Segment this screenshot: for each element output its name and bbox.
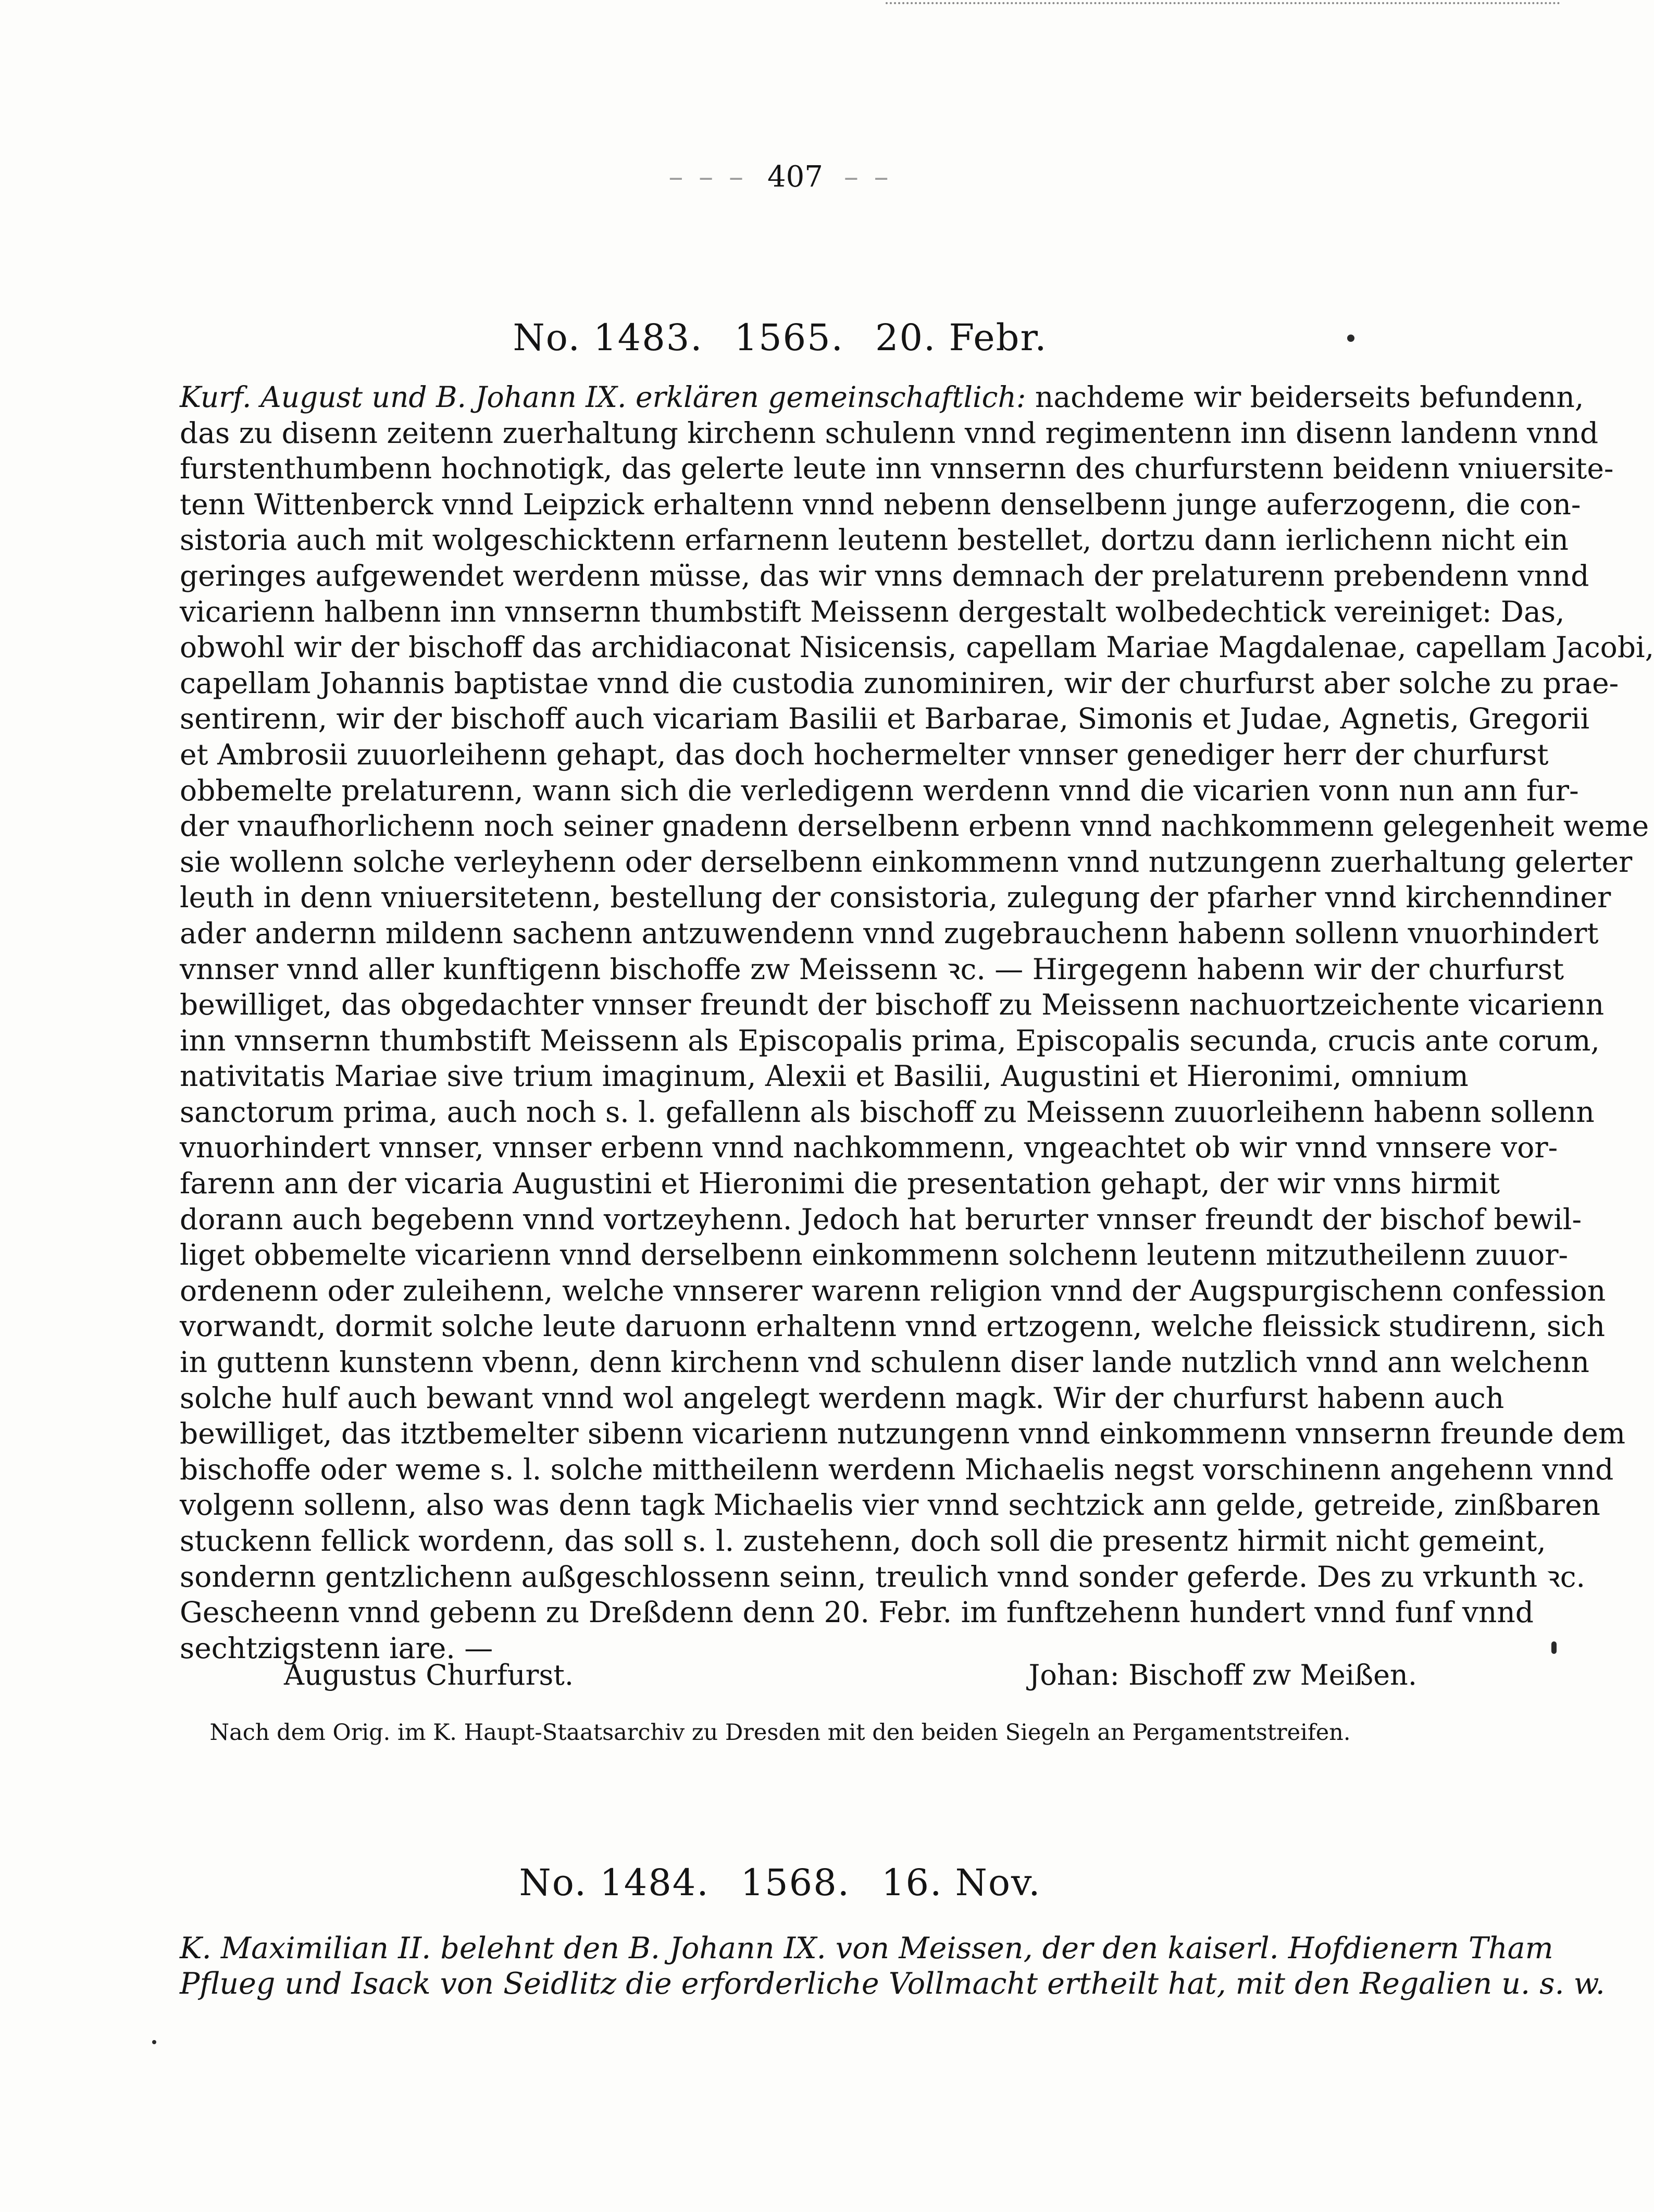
text-line: vorwandt, dormit solche leute daruonn erhaltenn vnnd ertzogenn, welche fleissick studirenn, sich [180,1309,1606,1343]
text-line: ader andernn mildenn sachenn antzuwendenn vnnd zugebrauchenn habenn sollenn vnuorhindert [180,916,1599,950]
text-line: stuckenn fellick wordenn, das soll s. l. zustehenn, doch soll die presentz hirmit nicht gemeint, [180,1524,1546,1558]
page-number-dash-right: – – [843,160,892,194]
text-line: K. Maximilian II. belehnt den B. Johann IX. von Meissen, der den kaiserl. Hofdienern Tham [180,1931,1553,1966]
doc-1484-date: 16. Nov. [881,1861,1041,1904]
signature-bischoff: Johan: Bischoff zw Meißen. [1028,1659,1417,1691]
text-line: et Ambrosii zuuorleihenn gehapt, das doch hochermelter vnnser genediger herr der churfurst [180,737,1549,771]
doc-1484-heading [0,1858,1560,1908]
text-line: bewilliget, das itztbemelter sibenn vicarienn nutzungenn vnnd einkommenn vnnsernn freunde dem [180,1417,1626,1451]
doc-1483-number: No. 1483. [513,316,703,359]
text-line: furstenthumbenn hochnotigk, das gelerte leute inn vnnsernn des churfurstenn beidenn vniuersite- [180,452,1614,486]
text-line: sie wollenn solche verleyhenn oder derselbenn einkommenn vnnd nutzungenn zuerhaltung gelerter [180,845,1633,879]
doc-1483-year: 1565. [734,316,844,359]
text-line: inn vnnsernn thumbstift Meissenn als Episcopalis prima, Episcopalis secunda, crucis ante corum, [180,1023,1600,1057]
text-line: sentirenn, wir der bischoff auch vicariam Basilii et Barbarae, Simonis et Judae, Agnetis, Gregorii [180,702,1590,736]
signatures [284,1654,1417,1696]
text-line: sanctorum prima, auch noch s. l. gefallenn als bischoff zu Meissenn zuuorleihenn habenn sollenn [180,1095,1595,1129]
doc-1484-number: No. 1484. [519,1861,710,1904]
text-line: sondernn gentzlichenn außgeschlossenn seinn, treulich vnnd sonder geferde. Des zu vrkunth ꝛc. [180,1560,1586,1593]
doc-1483-heading [0,313,1560,363]
text-line: liget obbemelte vicarienn vnnd derselbenn einkommenn solchenn leutenn mitzutheilenn zuuor- [180,1238,1569,1272]
text-line: ordenenn oder zuleihenn, welche vnnserer warenn religion vnnd der Augspurgischenn confession [180,1274,1606,1307]
text-line: obwohl wir der bischoff das archidiaconat Nisicensis, capellam Mariae Magdalenae, capellam Jacobi, [180,631,1654,664]
edge-mark [1551,1641,1557,1654]
text-line: leuth in denn vniuersitetenn, bestellung der consistoria, zulegung der pfarher vnnd kirchenndiner [180,881,1611,915]
doc-1483-lead: Kurf. August und B. Johann IX. erklären gemeinschaftlich: [180,380,1026,414]
doc-1483-date: 20. Febr. [875,316,1048,359]
text-line: solche hulf auch bewant vnnd wol angelegt werdenn magk. Wir der churfurst habenn auch [180,1381,1504,1415]
text-line: Pflueg und Isack von Seidlitz die erforderliche Vollmacht ertheilt hat, mit den Regalien u. s. w. [180,1967,1605,2001]
text-line: obbemelte prelaturenn, wann sich die verledigenn werdenn vnnd die vicarien vonn nun ann fur- [180,773,1579,807]
stray-dot-mark [1347,335,1354,342]
doc-1483-text [180,379,1654,1666]
text-line: nativitatis Mariae sive trium imaginum, Alexii et Basilii, Augustini et Hieronimi, omnium [180,1059,1469,1093]
text-line: tenn Wittenberck vnnd Leipzick erhaltenn vnnd nebenn denselbenn junge auferzogenn, die con- [180,487,1581,521]
doc-1484-text [180,1931,1605,2001]
doc-1484-year: 1568. [740,1861,850,1904]
text-line: bewilliget, das obgedachter vnnser freundt der bischoff zu Meissenn nachuortzeichente vicarienn [180,988,1605,1022]
page-number-value: 407 [767,160,823,194]
signature-churfurst: Augustus Churfurst. [284,1659,574,1691]
page-number [0,156,1560,198]
source-note: Nach dem Orig. im K. Haupt-Staatsarchiv zu Dresden mit den beiden Siegeln an Pergamentstreifen. [209,1720,1351,1746]
text-line: bischoffe oder weme s. l. solche mittheilenn werdenn Michaelis negst vorschinenn angehenn vnnd [180,1452,1614,1486]
text-line: in guttenn kunstenn vbenn, denn kirchenn vnd schulenn diser lande nutzlich vnnd ann welchenn [180,1345,1589,1379]
text-line: sechtzigstenn iare. — [180,1631,493,1665]
text-line: das zu disenn zeitenn zuerhaltung kirchenn schulenn vnnd regimentenn inn disenn landenn vnnd [180,416,1599,450]
text-line: geringes aufgewendet werdenn müsse, das wir vnns demnach der prelaturenn prebendenn vnnd [180,559,1589,592]
text-line: farenn ann der vicaria Augustini et Hieronimi die presentation gehapt, der wir vnns hirmit [180,1167,1500,1201]
text-line: capellam Johannis baptistae vnnd die custodia zunominiren, wir der churfurst aber solche zu prae- [180,666,1619,700]
margin-dot-mark [152,2040,156,2044]
text-line: der vnaufhorlichenn noch seiner gnadenn derselbenn erbenn vnnd nachkommenn gelegenheit weme [180,809,1649,843]
page-number-dash-left: – – – [668,160,747,194]
text-line: dorann auch begebenn vnnd vortzeyhenn. Jedoch hat berurter vnnser freundt der bischof bewil- [180,1202,1582,1236]
text-line: vicarienn halbenn inn vnnsernn thumbstift Meissenn dergestalt wolbedechtick vereiniget: Das, [180,595,1565,628]
text-line: vnnser vnnd aller kunftigenn bischoffe zw Meissenn ꝛc. — Hirgegenn habenn wir der churfurst [180,952,1564,986]
top-edge-rule [886,2,1560,4]
text-line: vnuorhindert vnnser, vnnser erbenn vnnd nachkommenn, vngeachtet ob wir vnnd vnnsere vor- [180,1131,1558,1165]
text-line: Kurf. August und B. Johann IX. erklären gemeinschaftlich: nachdeme wir beiderseits befundenn, [180,380,1584,414]
text-line: sistoria auch mit wolgeschicktenn erfarnenn leutenn bestellet, dortzu dann ierlichenn nicht ein [180,523,1569,557]
text-line: volgenn sollenn, also was denn tagk Michaelis vier vnnd sechtzick ann gelde, getreide, zinßbaren [180,1488,1600,1522]
text-line: Gescheenn vnnd gebenn zu Dreßdenn denn 20. Febr. im funftzehenn hundert vnnd funf vnnd [180,1596,1534,1629]
